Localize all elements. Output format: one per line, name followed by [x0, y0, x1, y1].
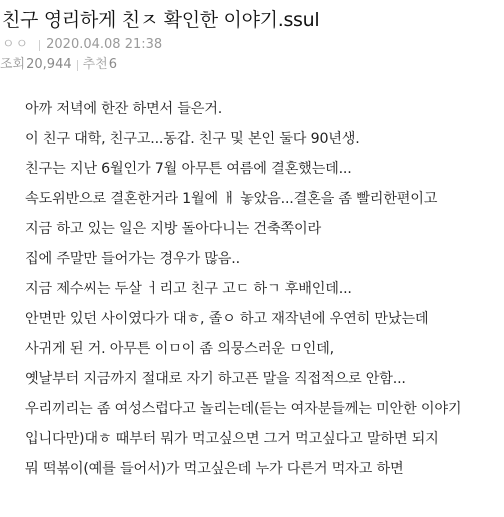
author-name[interactable]: ㅇㅇ — [2, 37, 30, 52]
body-line: 이 친구 대학, 친구고...동갑. 친구 및 본인 둘다 90년생. — [25, 131, 360, 147]
meta-divider — [39, 40, 40, 51]
body-line: 안면만 있던 사이였다가 대ㅎ, 졸ㅇ 하고 재작년에 우연히 만났는데 — [25, 311, 429, 327]
body-line: 옛날부터 지금까지 절대로 자기 하고픈 말을 직접적으로 안함... — [25, 371, 406, 387]
body-line: 뭐 떡볶이(예를 들어서)가 먹고싶은데 누가 다른거 먹자고 하면 — [25, 461, 404, 477]
body-line: 친구는 지난 6월인가 7월 아무튼 여름에 결혼했는데... — [25, 161, 352, 177]
body-line: 속도위반으로 결혼한거라 1월에 ㅐ 놓았음...결혼을 좀 빨리한편이고 — [25, 191, 438, 207]
recommend-count: 6 — [108, 57, 118, 72]
post-date: 2020.04.08 21:38 — [46, 37, 163, 52]
body-line: 사귀게 된 거. 아무튼 이ㅁ이 좀 의뭉스러운 ㅁ인데, — [25, 341, 334, 357]
views-label: 조회 — [0, 57, 26, 72]
post-meta-primary — [0, 36, 504, 54]
body-line: 우리끼리는 좀 여성스럽다고 놀리는데(듣는 여자분들께는 미안한 이야기 — [25, 401, 462, 417]
body-line: 아까 저녁에 한잔 하면서 들은거. — [25, 101, 223, 117]
recommend-label: 추천 — [82, 57, 108, 72]
meta-divider — [77, 60, 78, 71]
body-line: 지금 하고 있는 일은 지방 돌아다니는 건축쪽이라 — [25, 221, 321, 237]
views-count: 20,944 — [26, 57, 72, 72]
post-title: 친구 영리하게 친ㅈ 확인한 이야기.ssul — [2, 9, 320, 31]
body-line: 입니다만)대ㅎ 때부터 뭐가 먹고싶으면 그거 먹고싶다고 말하면 되지 — [25, 431, 439, 447]
post-body — [25, 94, 495, 484]
post-header — [0, 0, 504, 78]
body-line: 집에 주말만 들어가는 경우가 많음.. — [25, 251, 240, 267]
body-line: 지금 제수씨는 두살 ㅓ리고 친구 고ㄷ 하ㄱ 후배인데... — [25, 281, 352, 297]
post-meta-stats — [0, 56, 504, 74]
